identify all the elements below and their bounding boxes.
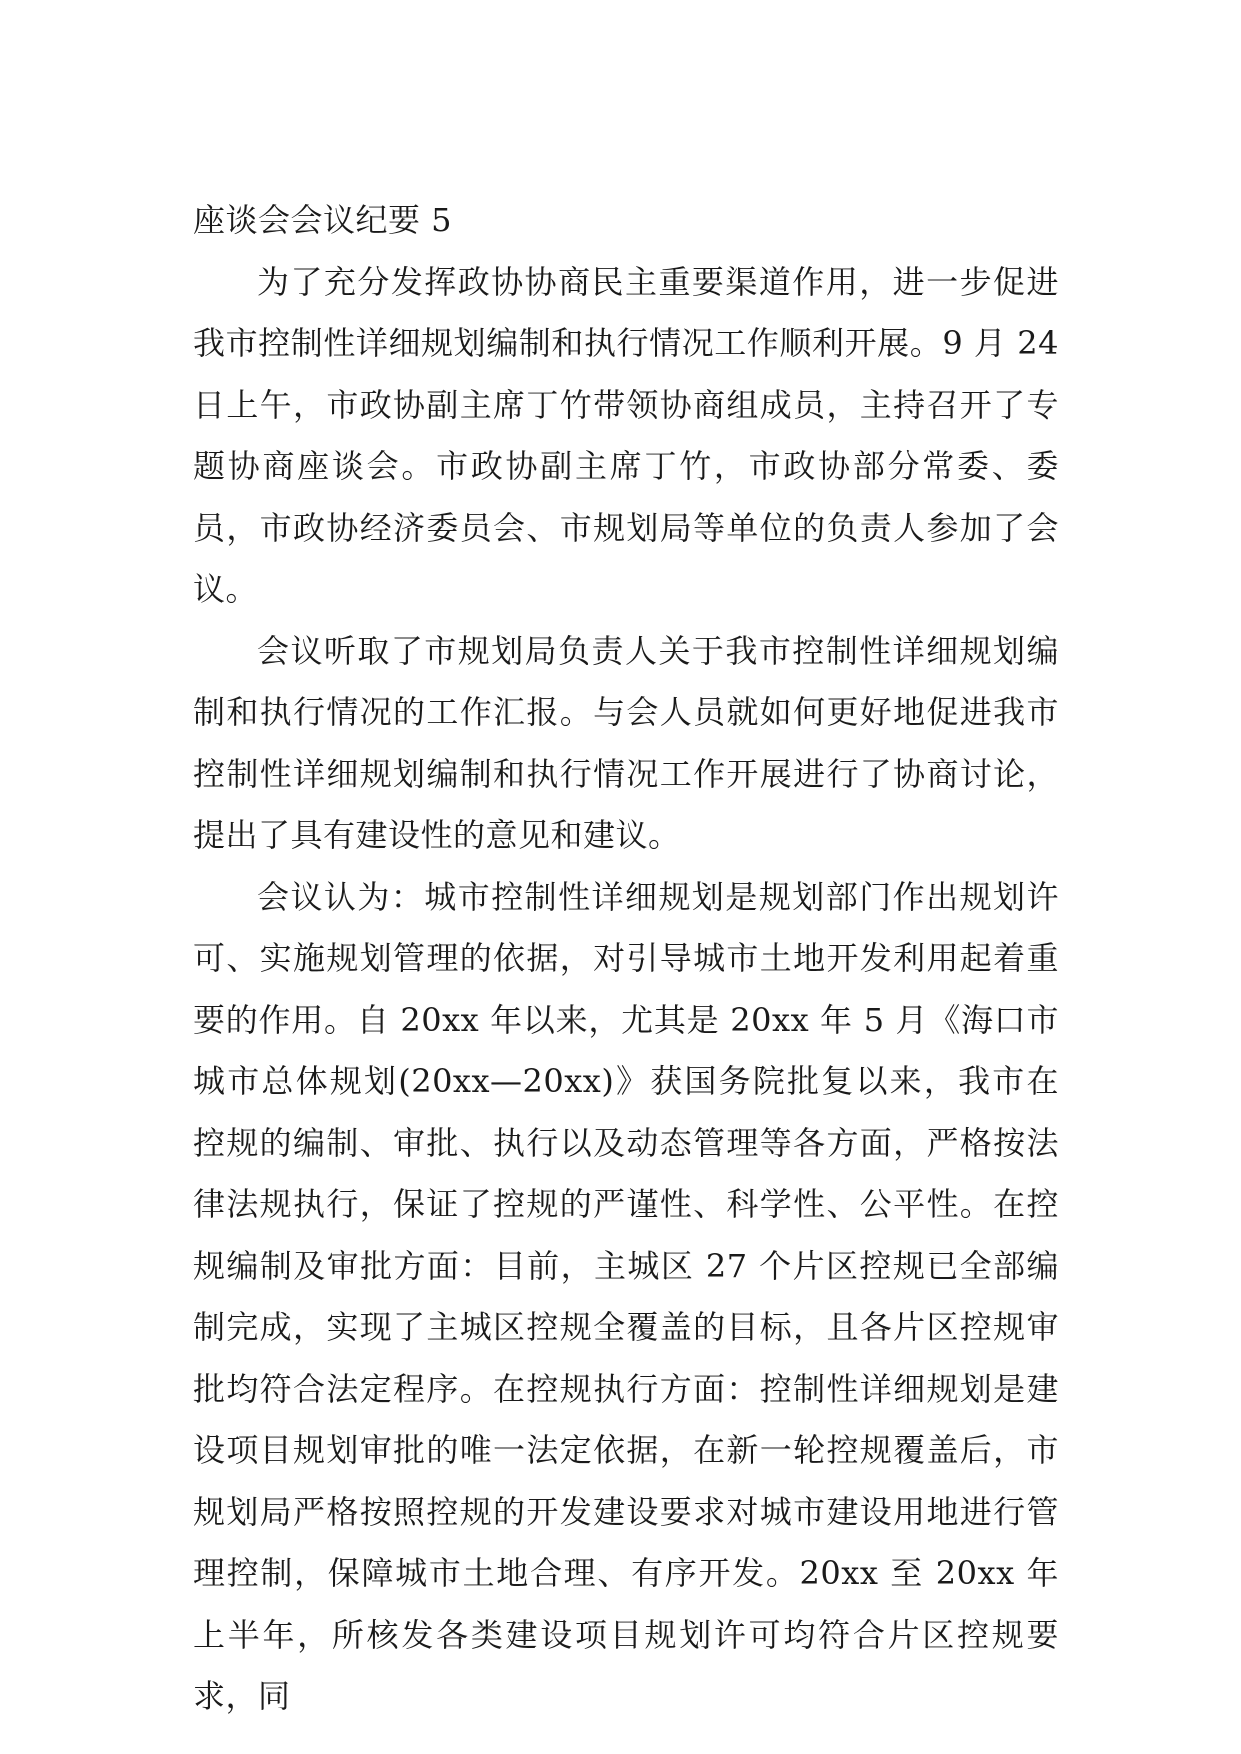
document-title: 座谈会会议纪要 5: [193, 201, 453, 239]
document-body: [193, 190, 1059, 1728]
paragraph-3: 会议认为：城市控制性详细规划是规划部门作出规划许可、实施规划管理的依据，对引导城市土地开发利用起着重要的作用。自 20xx 年以来，尤其是 20xx 年 5 月《海口市城市总体规划(20xx—20xx)》获国务院批复以来，我市在控规的编制、审批、执行以及动态管理等各方面，严格按法律法规执行，保证了控规的严谨性、科学性、公平性。在控规编制及审批方面：目前，主城区 27 个片区控规已全部编制完成，实现了主城区控规全覆盖的目标，且各片区控规审批均符合法定程序。在控规执行方面：控制性详细规划是建设项目规划审批的唯一法定依据，在新一轮控规覆盖后，市规划局严格按照控规的开发建设要求对城市建设用地进行管理控制，保障城市土地合理、有序开发。20xx 至 20xx 年上半年，所核发各类建设项目规划许可均符合片区控规要求，同: [193, 877, 1059, 1715]
paragraph-2: 会议听取了市规划局负责人关于我市控制性详细规划编制和执行情况的工作汇报。与会人员就如何更好地促进我市控制性详细规划编制和执行情况工作开展进行了协商讨论，提出了具有建设性的意见和建议。: [193, 631, 1059, 854]
paragraph-1: 为了充分发挥政协协商民主重要渠道作用，进一步促进我市控制性详细规划编制和执行情况工作顺利开展。9 月 24 日上午，市政协副主席丁竹带领协商组成员，主持召开了专题协商座谈会。市政协副主席丁竹，市政协部分常委、委员，市政协经济委员会、市规划局等单位的负责人参加了会议。: [193, 262, 1059, 608]
